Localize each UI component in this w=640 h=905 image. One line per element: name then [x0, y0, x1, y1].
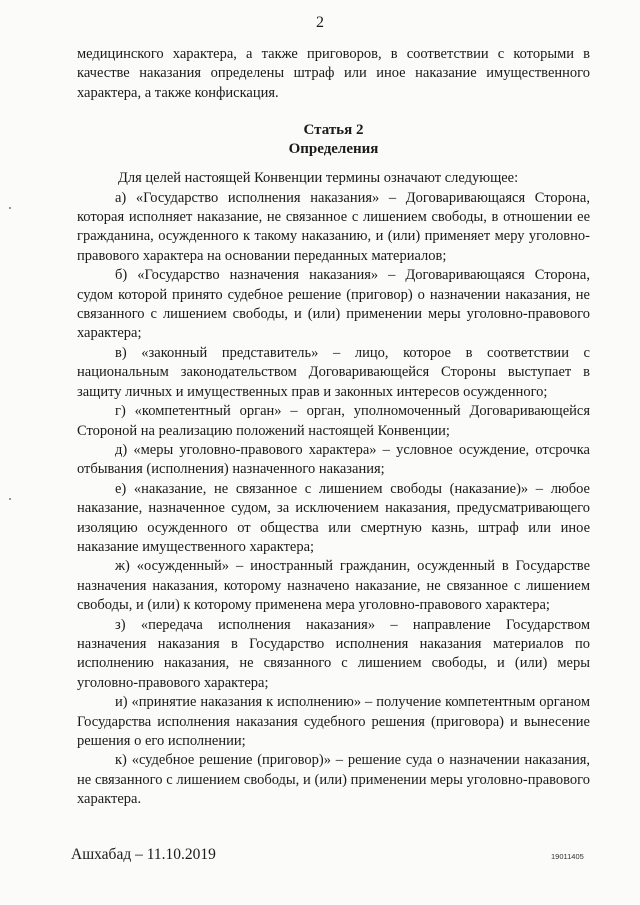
article-number: Статья 2 — [303, 122, 364, 139]
article-heading — [77, 121, 590, 159]
definition-e: е) «наказание, не связанное с лишением свободы (наказание)» – любое наказание, назначенное судом, за исключением наказания, предусматривающего изоляцию осужденного от общества или смертную казнь, штраф или иное наказание имущественного характера; — [77, 480, 590, 555]
scan-speck — [9, 498, 11, 500]
scan-speck — [9, 207, 11, 209]
definition-a: а) «Государство исполнения наказания» – Договаривающаяся Сторона, которая исполняет наказание, не связанное с лишением свободы, в отношении ее гражданина, осужденного к такому наказанию, и (или) применяет меру уголовно-правового характера на основании переданных материалов; — [77, 189, 590, 264]
footer-doc-code: 19011405 — [551, 852, 584, 861]
definition-v: в) «законный представитель» – лицо, которое в соответствии с национальным законодательством Договаривающейся Стороны выступает в защиту личных и имущественных прав и законных интересов осужденного; — [77, 344, 590, 400]
continuation-paragraph: медицинского характера, а также приговоров, в соответствии с которыми в качестве наказания определены штраф или иное наказание имущественного характера, а также конфискация. — [77, 46, 590, 101]
definition-z: з) «передача исполнения наказания» – направление Государством назначения наказания в Государство исполнения наказания материалов по исполнению наказания, не связанного с лишением свободы, и (или) меры уголовно-правового характера; — [77, 616, 590, 691]
footer-city-date: Ашхабад – 11.10.2019 — [71, 846, 216, 863]
definition-g: г) «компетентный орган» – орган, уполномоченный Договаривающейся Стороной на реализацию положений настоящей Конвенции; — [77, 403, 590, 439]
definition-b: б) «Государство назначения наказания» – Договаривающаяся Сторона, судом которой принято судебное решение (приговор) о назначении наказания, не связанного с лишением свободы, и (или) применении меры уголовно-правового характера; — [77, 267, 590, 342]
intro-paragraph: Для целей настоящей Конвенции термины означают следующее: — [118, 170, 519, 187]
page-number: 2 — [316, 14, 324, 31]
definition-i: и) «принятие наказания к исполнению» – получение компетентным органом Государства исполнения наказания судебного решения (приговора) и вынесение решения о его исполнении; — [77, 694, 590, 749]
definition-d: д) «меры уголовно-правового характера» – условное осуждение, отсрочка отбывания (исполнения) назначенного наказания; — [77, 441, 590, 478]
document-body — [77, 45, 590, 810]
definition-k: к) «судебное решение (приговор)» – решение суда о назначении наказания, не связанного с лишением свободы, и (или) применении меры уголовно-правового характера. — [77, 752, 590, 808]
definition-zh: ж) «осужденный» – иностранный гражданин, осужденный в Государстве назначения наказания, которому назначено наказание, не связанное с лишением свободы, и (или) к которому применена мера уголовно-правового характера; — [77, 558, 590, 614]
article-title: Определения — [288, 141, 379, 158]
